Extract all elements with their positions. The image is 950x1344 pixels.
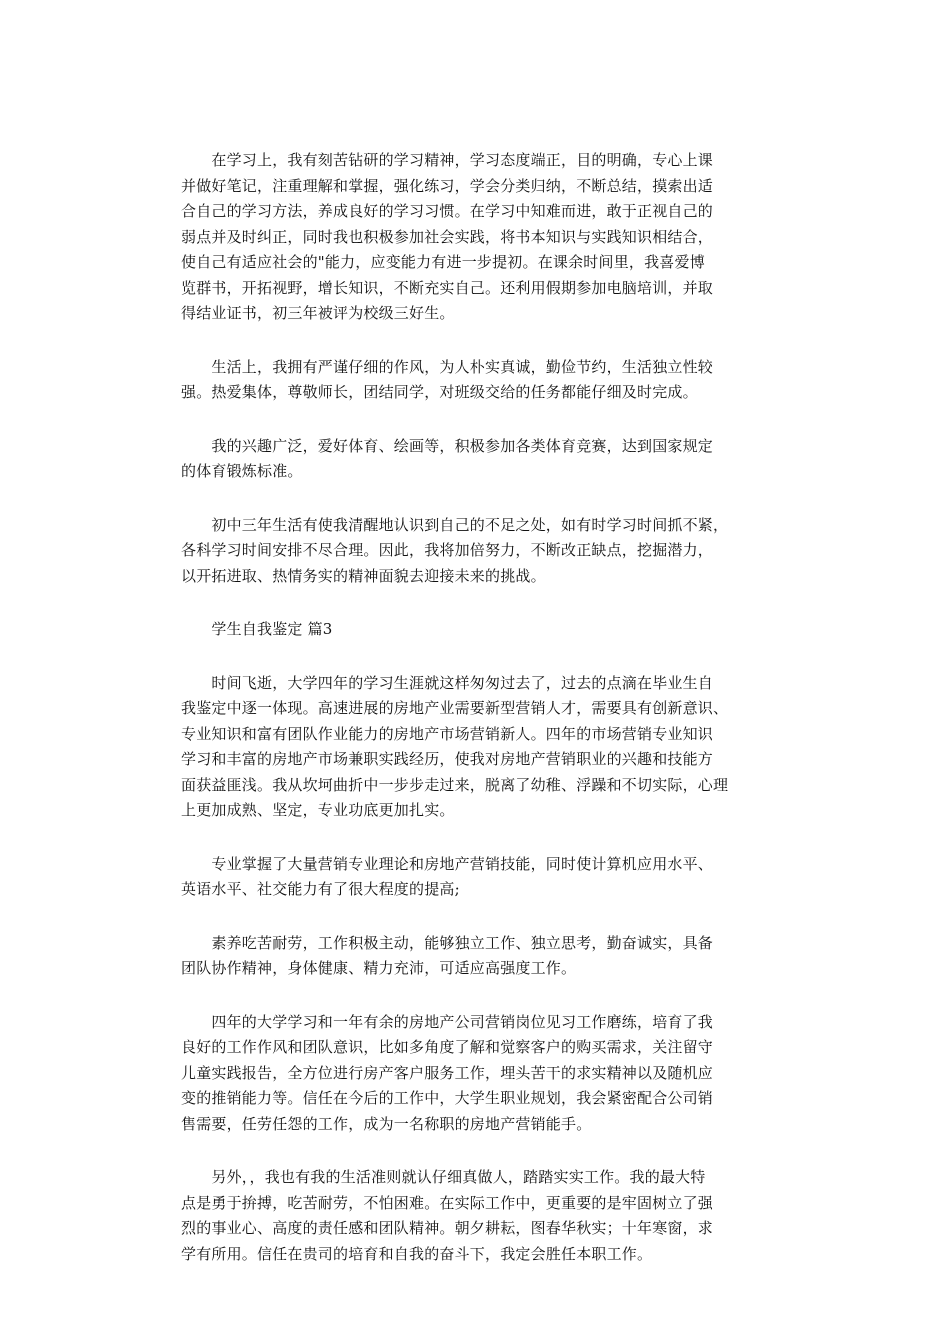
text-line: 生活上，我拥有严谨仔细的作风，为人朴实真诚，勤俭节约，生活独立性较	[181, 357, 714, 376]
document-body	[181, 148, 781, 1295]
paragraph-principles	[181, 1165, 781, 1267]
paragraph-shortcomings	[181, 513, 781, 590]
paragraph-experience	[181, 1010, 781, 1138]
text-line: 我的兴趣广泛，爱好体育、绘画等，积极参加各类体育竞赛，达到国家规定	[181, 436, 714, 455]
text-line: 专业知识和富有团队作业能力的房地产市场营销新人。四年的市场营销专业知识	[181, 724, 714, 743]
text-line: 得结业证书，初三年被评为校级三好生。	[181, 304, 455, 322]
text-line: 上更加成熟、坚定，专业功底更加扎实。	[181, 801, 455, 819]
text-line: 时间飞逝，大学四年的学习生涯就这样匆匆过去了，过去的点滴在毕业生自	[181, 673, 714, 692]
text-line: 学有所用。信任在贵司的培育和自我的奋斗下，我定会胜任本职工作。	[181, 1244, 653, 1263]
text-line: 并做好笔记，注重理解和掌握，强化练习，学会分类归纳，不断总结，摸索出适	[181, 176, 714, 195]
text-line: 弱点并及时纠正，同时我也积极参加社会实践，将书本知识与实践知识相结合，	[181, 227, 714, 246]
paragraph-qualities	[181, 931, 781, 982]
paragraph-study	[181, 148, 781, 327]
text-line: 合自己的学习方法，养成良好的学习习惯。在学习中知难而进，敢于正视自己的	[181, 202, 714, 220]
paragraph-life	[181, 355, 781, 406]
text-line: 面获益匪浅。我从坎坷曲折中一步步走过来，脱离了幼稚、浮躁和不切实际，心理	[181, 775, 729, 794]
text-line: 素养吃苦耐劳，工作积极主动，能够独立工作、独立思考，勤奋诚实，具备	[181, 933, 714, 952]
text-line: 专业掌握了大量营销专业理论和房地产营销技能，同时使计算机应用水平、	[181, 854, 714, 873]
text-line: 各科学习时间安排不尽合理。因此，我将加倍努力，不断改正缺点，挖掘潜力，	[181, 541, 714, 559]
text-line: 强。热爱集体，尊敬师长，团结同学，对班级交给的任务都能仔细及时完成。	[181, 383, 698, 401]
text-line: 售需要，任劳任怨的工作，成为一名称职的房地产营销能手。	[181, 1114, 592, 1133]
text-line: 以开拓进取、热情务实的精神面貌去迎接未来的挑战。	[181, 566, 546, 585]
text-line: 在学习上，我有刻苦钻研的学习精神，学习态度端正，目的明确，专心上课	[181, 151, 714, 169]
text-line: 烈的事业心、高度的责任感和团队精神。朝夕耕耘，图春华秋实；十年寒窗，求	[181, 1219, 714, 1237]
text-line: 使自己有适应社会的"能力，应变能力有进一步提初。在课余时间里，我喜爱博	[181, 253, 705, 271]
text-line: 儿童实践报告，全方位进行房产客户服务工作，埋头苦干的求实精神以及随机应	[181, 1063, 714, 1082]
text-line: 团队协作精神，身体健康、精力充沛，可适应高强度工作。	[181, 959, 577, 977]
text-line: 点是勇于拚搏，吃苦耐劳，不怕困难。在实际工作中，更重要的是牢固树立了强	[181, 1193, 714, 1212]
text-line: 览群书，开拓视野，增长知识，不断充实自己。还利用假期参加电脑培训，并取	[181, 278, 714, 297]
section-heading-text: 学生自我鉴定 篇3	[181, 620, 333, 638]
text-line: 的体育锻炼标准。	[181, 462, 303, 480]
text-line: 四年的大学学习和一年有余的房地产公司营销岗位见习工作磨练，培育了我	[181, 1012, 714, 1031]
text-line: 我鉴定中逐一体现。高速进展的房地产业需要新型营销人才，需要具有创新意识、	[181, 699, 729, 717]
text-line: 良好的工作作风和团队意识，比如多角度了解和觉察客户的购买需求，关注留守	[181, 1038, 714, 1056]
paragraph-skills	[181, 852, 781, 903]
paragraph-university	[181, 671, 781, 824]
text-line: 英语水平、社交能力有了很大程度的提高;	[181, 880, 460, 898]
paragraph-interests	[181, 434, 781, 485]
text-line: 学习和丰富的房地产市场兼职实践经历，使我对房地产营销职业的兴趣和技能方	[181, 750, 714, 768]
section-heading	[181, 617, 781, 643]
text-line: 变的推销能力等。信任在今后的工作中，大学生职业规划，我会紧密配合公司销	[181, 1089, 714, 1107]
text-line: 另外，，我也有我的生活准则就认仔细真做人，踏踏实实工作。我的最大特	[181, 1168, 706, 1186]
text-line: 初中三年生活有使我清醒地认识到自己的不足之处，如有时学习时间抓不紧，	[181, 515, 729, 534]
